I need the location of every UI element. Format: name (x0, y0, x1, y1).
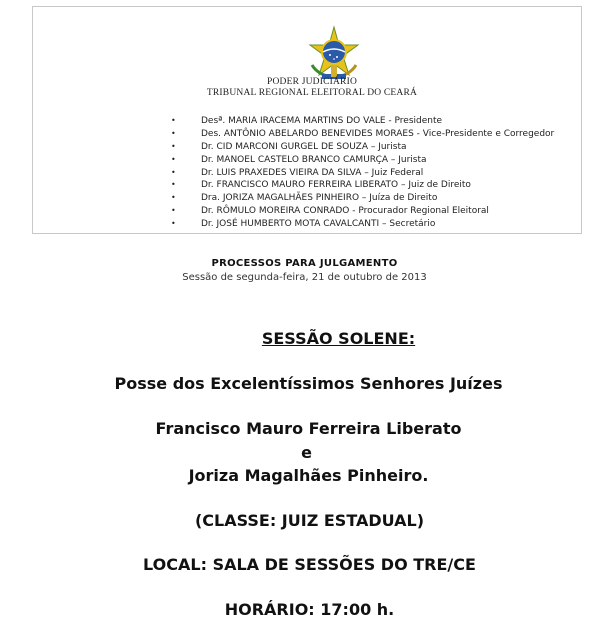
posse-line: Posse dos Excelentíssimos Senhores Juízes (114, 374, 503, 393)
list-item (171, 115, 554, 128)
bullet-icon: • (171, 180, 176, 190)
member-label: Desª. MARIA IRACEMA MARTINS DO VALE - Presidente (201, 116, 443, 126)
list-item (171, 128, 554, 141)
member-label: Des. ANTÔNIO ABELARDO BENEVIDES MORAES - Vice-Presidente e Corregedor (201, 128, 555, 139)
bullet-icon: • (171, 219, 176, 229)
header-line-poder: PODER JUDICIÁRIO (266, 77, 358, 87)
bullet-icon: • (171, 193, 176, 203)
list-item (171, 205, 554, 218)
local-line: LOCAL: SALA DE SESSÕES DO TRE/CE (143, 555, 476, 574)
members-list (171, 115, 554, 231)
member-label: Dr. LUIS PRAXEDES VIEIRA DA SILVA – Juiz Federal (201, 167, 424, 178)
header-line-tribunal: TRIBUNAL REGIONAL ELEITORAL DO CEARÁ (206, 88, 418, 98)
conjunction-e: e (301, 443, 312, 462)
header-box (32, 6, 582, 234)
member-label: Dr. RÔMULO MOREIRA CONRADO - Procurador Regional Eleitoral (201, 206, 489, 217)
sessao-solene-heading: SESSÃO SOLENE: (261, 329, 416, 348)
list-item (171, 179, 554, 192)
bullet-icon: • (171, 128, 176, 138)
member-label: Dr. CID MARCONI GURGEL DE SOUZA – Jurista (201, 141, 407, 152)
judge-name-2: Joriza Magalhães Pinheiro. (188, 466, 429, 485)
horario-line: HORÁRIO: 17:00 h. (224, 600, 395, 619)
member-label: Dr. JOSÉ HUMBERTO MOTA CAVALCANTI – Secretário (201, 219, 436, 230)
member-label: Dra. JORIZA MAGALHÃES PINHEIRO – Juíza de Direito (201, 193, 438, 204)
list-item (171, 154, 554, 167)
bullet-icon: • (171, 141, 176, 151)
list-item (171, 218, 554, 231)
list-item (171, 192, 554, 205)
processos-title: PROCESSOS PARA JULGAMENTO (211, 258, 398, 269)
member-label: Dr. MANOEL CASTELO BRANCO CAMURÇA – Jurista (201, 154, 427, 165)
judge-name-1: Francisco Mauro Ferreira Liberato (155, 419, 462, 438)
classe-line: (CLASSE: JUIZ ESTADUAL) (194, 511, 425, 530)
brazil-coat-of-arms-icon (306, 25, 362, 81)
list-item (171, 167, 554, 180)
bullet-icon: • (171, 154, 176, 164)
list-item (171, 141, 554, 154)
bullet-icon: • (171, 167, 176, 177)
bullet-icon: • (171, 206, 176, 216)
member-label: Dr. FRANCISCO MAURO FERREIRA LIBERATO – Juiz de Direito (201, 180, 471, 191)
bullet-icon: • (171, 116, 176, 125)
processos-subtitle: Sessão de segunda-feira, 21 de outubro de 2013 (182, 272, 427, 283)
